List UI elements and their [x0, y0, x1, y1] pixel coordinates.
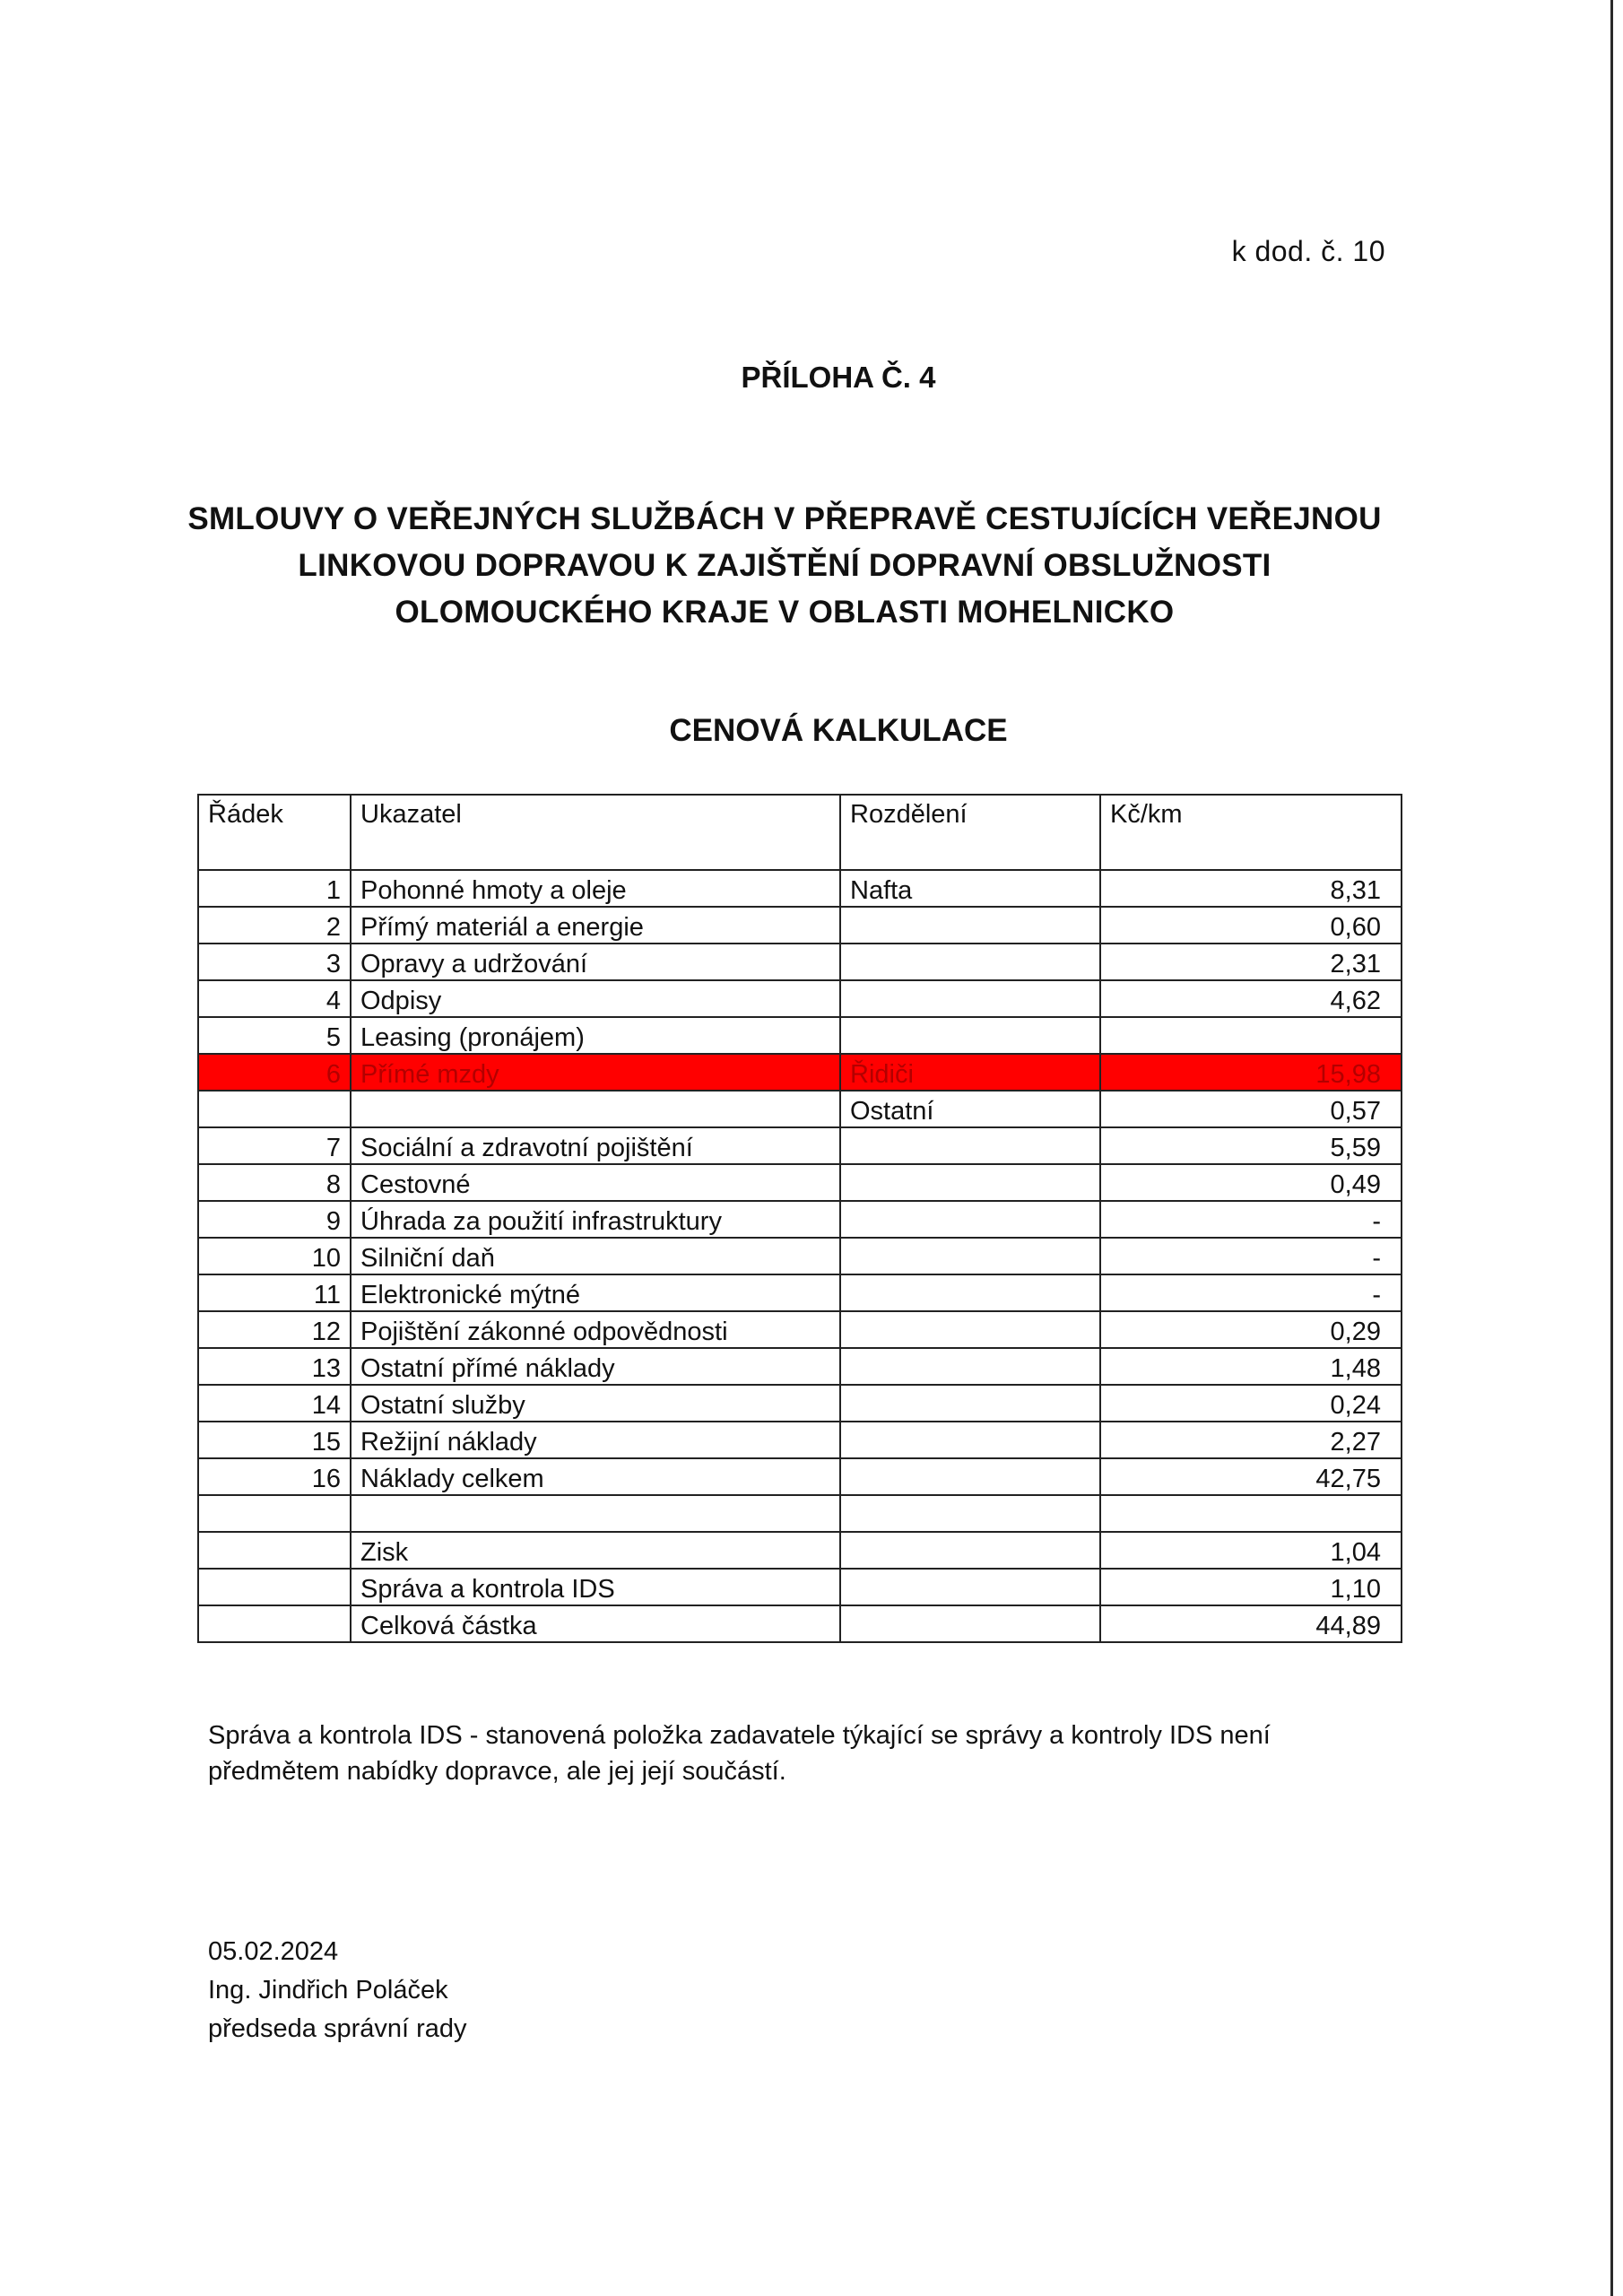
signature-date: 05.02.2024	[208, 1937, 339, 1966]
table-row	[198, 980, 1402, 1017]
split-cell	[840, 1164, 1100, 1201]
value-cell: 0,24	[1100, 1385, 1402, 1422]
explanatory-note	[208, 1718, 1329, 1789]
value-cell: 4,62	[1100, 980, 1402, 1017]
value-cell: 5,59	[1100, 1127, 1402, 1164]
column-header-indicator: Ukazatel	[351, 795, 840, 834]
row-number-cell: 6	[198, 1054, 351, 1091]
table-header-row	[198, 795, 1402, 834]
indicator-cell: Správa a kontrola IDS	[351, 1569, 840, 1605]
indicator-cell: Režijní náklady	[351, 1422, 840, 1458]
spacer-cell	[198, 834, 351, 870]
value-cell: 0,29	[1100, 1311, 1402, 1348]
annex-title: PŘÍLOHA Č. 4	[741, 361, 936, 394]
split-cell	[840, 1201, 1100, 1238]
value-cell: 0,57	[1100, 1091, 1402, 1127]
signature-block	[208, 1933, 467, 2048]
split-cell	[840, 980, 1100, 1017]
row-number-cell: 10	[198, 1238, 351, 1274]
table-row	[198, 1164, 1402, 1201]
value-cell: 44,89	[1100, 1605, 1402, 1642]
indicator-cell: Zisk	[351, 1532, 840, 1569]
value-cell: 0,49	[1100, 1164, 1402, 1201]
split-cell: Ostatní	[840, 1091, 1100, 1127]
row-number-cell: 7	[198, 1127, 351, 1164]
contract-title-line: OLOMOUCKÉHO KRAJE V OBLASTI MOHELNICKO	[395, 595, 1175, 630]
document-reference: k dod. č. 10	[1231, 235, 1385, 267]
row-number-cell: 2	[198, 907, 351, 944]
split-cell	[840, 944, 1100, 980]
row-number-cell	[198, 1091, 351, 1127]
value-cell: 1,10	[1100, 1569, 1402, 1605]
row-number-cell	[198, 1532, 351, 1569]
price-calculation-table	[197, 794, 1402, 1643]
note-line: předmětem nabídky dopravce, ale jej její součástí.	[208, 1757, 786, 1786]
highlighted-table-row	[198, 1054, 1402, 1091]
split-cell	[840, 907, 1100, 944]
spacer-cell	[1100, 1495, 1402, 1532]
summary-row	[198, 1605, 1402, 1642]
table-row	[198, 1127, 1402, 1164]
column-header-row-number: Řádek	[198, 795, 351, 834]
split-cell	[840, 1569, 1100, 1605]
indicator-cell: Elektronické mýtné	[351, 1274, 840, 1311]
contract-title-line: SMLOUVY O VEŘEJNÝCH SLUŽBÁCH V PŘEPRAVĚ CESTUJÍCÍCH VEŘEJNOU	[187, 501, 1382, 536]
indicator-cell: Celková částka	[351, 1605, 840, 1642]
split-cell	[840, 1238, 1100, 1274]
indicator-cell: Opravy a udržování	[351, 944, 840, 980]
table-row	[198, 1017, 1402, 1054]
row-number-cell: 5	[198, 1017, 351, 1054]
value-cell: -	[1100, 1238, 1402, 1274]
table-row	[198, 1091, 1402, 1127]
column-header-split: Rozdělení	[840, 795, 1100, 834]
row-number-cell	[198, 1605, 351, 1642]
split-cell	[840, 1017, 1100, 1054]
split-cell	[840, 1348, 1100, 1385]
split-cell	[840, 1385, 1100, 1422]
table-row	[198, 1385, 1402, 1422]
split-cell	[840, 1422, 1100, 1458]
value-cell: -	[1100, 1274, 1402, 1311]
value-cell	[1100, 1017, 1402, 1054]
split-cell	[840, 1311, 1100, 1348]
page-edge-line	[1610, 0, 1613, 2296]
row-number-cell: 12	[198, 1311, 351, 1348]
table-row	[198, 1311, 1402, 1348]
table-row	[198, 1238, 1402, 1274]
indicator-cell: Úhrada za použití infrastruktury	[351, 1201, 840, 1238]
indicator-cell: Náklady celkem	[351, 1458, 840, 1495]
split-cell	[840, 1274, 1100, 1311]
note-line: Správa a kontrola IDS - stanovená položka zadavatele týkající se správy a kontroly IDS není	[208, 1721, 1271, 1750]
value-cell: 1,04	[1100, 1532, 1402, 1569]
summary-row	[198, 1532, 1402, 1569]
table-spacer-row	[198, 1495, 1402, 1532]
value-cell: 15,98	[1100, 1054, 1402, 1091]
value-cell: 1,48	[1100, 1348, 1402, 1385]
row-number-cell: 15	[198, 1422, 351, 1458]
row-number-cell: 3	[198, 944, 351, 980]
indicator-cell: Přímý materiál a energie	[351, 907, 840, 944]
row-number-cell: 9	[198, 1201, 351, 1238]
table-row	[198, 1274, 1402, 1311]
value-cell: 2,31	[1100, 944, 1402, 980]
column-header-value: Kč/km	[1100, 795, 1402, 834]
table-row	[198, 907, 1402, 944]
signatory-position: předseda správní rady	[208, 2014, 467, 2043]
table-row	[198, 1422, 1402, 1458]
table-row	[198, 1458, 1402, 1495]
table-row	[198, 870, 1402, 907]
indicator-cell: Sociální a zdravotní pojištění	[351, 1127, 840, 1164]
split-cell	[840, 1532, 1100, 1569]
summary-row	[198, 1569, 1402, 1605]
indicator-cell: Cestovné	[351, 1164, 840, 1201]
row-number-cell: 16	[198, 1458, 351, 1495]
row-number-cell: 11	[198, 1274, 351, 1311]
contract-title	[179, 496, 1390, 636]
value-cell: -	[1100, 1201, 1402, 1238]
split-cell	[840, 1605, 1100, 1642]
indicator-cell: Pohonné hmoty a oleje	[351, 870, 840, 907]
table-spacer-row	[198, 834, 1402, 870]
value-cell: 0,60	[1100, 907, 1402, 944]
spacer-cell	[840, 834, 1100, 870]
contract-title-line: LINKOVOU DOPRAVOU K ZAJIŠTĚNÍ DOPRAVNÍ OBSLUŽNOSTI	[298, 548, 1271, 583]
table-row	[198, 944, 1402, 980]
spacer-cell	[351, 1495, 840, 1532]
indicator-cell: Leasing (pronájem)	[351, 1017, 840, 1054]
row-number-cell	[198, 1569, 351, 1605]
indicator-cell: Přímé mzdy	[351, 1054, 840, 1091]
indicator-cell: Pojištění zákonné odpovědnosti	[351, 1311, 840, 1348]
row-number-cell: 1	[198, 870, 351, 907]
spacer-cell	[1100, 834, 1402, 870]
indicator-cell: Ostatní služby	[351, 1385, 840, 1422]
calculation-title: CENOVÁ KALKULACE	[669, 713, 1008, 748]
signatory-name: Ing. Jindřich Poláček	[208, 1976, 448, 2005]
row-number-cell: 8	[198, 1164, 351, 1201]
row-number-cell: 13	[198, 1348, 351, 1385]
split-cell: Nafta	[840, 870, 1100, 907]
split-cell	[840, 1458, 1100, 1495]
table-row	[198, 1348, 1402, 1385]
spacer-cell	[198, 1495, 351, 1532]
split-cell	[840, 1127, 1100, 1164]
value-cell: 42,75	[1100, 1458, 1402, 1495]
table-body	[198, 795, 1402, 1642]
split-cell: Řidiči	[840, 1054, 1100, 1091]
spacer-cell	[351, 834, 840, 870]
table-row	[198, 1201, 1402, 1238]
indicator-cell	[351, 1091, 840, 1127]
row-number-cell: 4	[198, 980, 351, 1017]
row-number-cell: 14	[198, 1385, 351, 1422]
indicator-cell: Silniční daň	[351, 1238, 840, 1274]
value-cell: 8,31	[1100, 870, 1402, 907]
indicator-cell: Odpisy	[351, 980, 840, 1017]
spacer-cell	[840, 1495, 1100, 1532]
indicator-cell: Ostatní přímé náklady	[351, 1348, 840, 1385]
value-cell: 2,27	[1100, 1422, 1402, 1458]
